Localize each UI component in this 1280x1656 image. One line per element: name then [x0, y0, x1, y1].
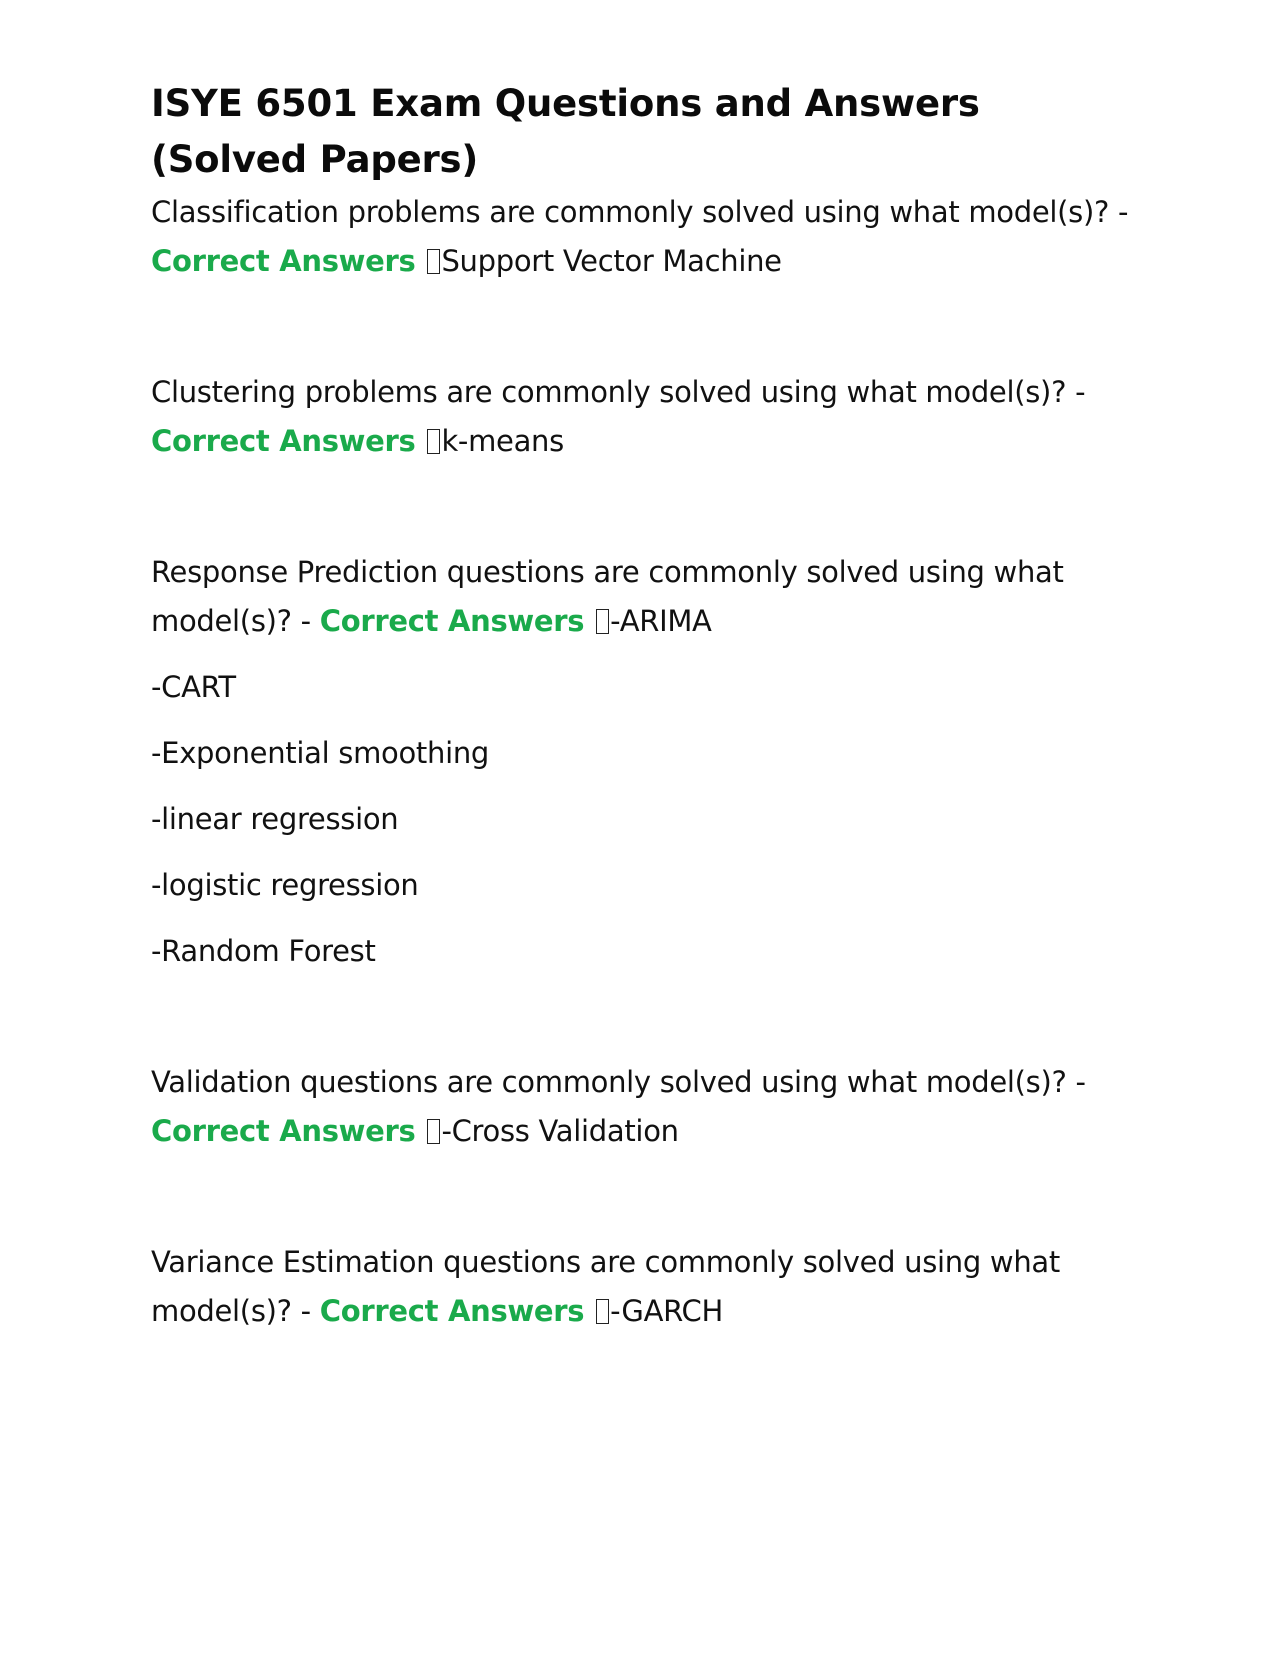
answer-list-item: -logistic regression	[151, 868, 419, 902]
qa-entry	[151, 1238, 1141, 1336]
qa-line	[151, 368, 1141, 466]
answer-text: -ARIMA	[610, 604, 712, 638]
correct-answers-label: Correct Answers	[319, 604, 585, 638]
answer-text: Support Vector Machine	[441, 244, 782, 278]
qa-line	[151, 548, 1141, 646]
question-text: Variance Estimation questions are commonly solved using what model(s)? -	[151, 1245, 1060, 1328]
correct-answers-label: Correct Answers	[151, 244, 416, 278]
correct-answers-label: Correct Answers	[151, 1114, 416, 1148]
answer-list-item: -Random Forest	[151, 934, 376, 968]
missing-glyph-icon	[427, 429, 440, 454]
qa-line	[151, 1058, 1141, 1156]
qa-entry	[151, 548, 1141, 976]
qa-entry	[151, 368, 1141, 466]
question-text: Clustering problems are commonly solved using what model(s)? -	[151, 375, 1086, 409]
qa-line	[151, 1238, 1141, 1336]
document-page	[151, 76, 1141, 1336]
qa-entry	[151, 1058, 1141, 1156]
missing-glyph-icon	[427, 249, 440, 274]
document-title: ISYE 6501 Exam Questions and Answers (Solved Papers)	[151, 82, 980, 181]
answer-text: -Cross Validation	[441, 1114, 679, 1148]
correct-answers-label: Correct Answers	[319, 1294, 585, 1328]
question-text: Response Prediction questions are commonly solved using what model(s)? -	[151, 555, 1064, 638]
missing-glyph-icon	[427, 1119, 440, 1144]
answer-list-item: -Exponential smoothing	[151, 736, 490, 770]
question-text: Classification problems are commonly solved using what model(s)? -	[151, 195, 1129, 229]
correct-answers-label: Correct Answers	[151, 424, 416, 458]
question-text: Validation questions are commonly solved using what model(s)? -	[151, 1065, 1086, 1099]
missing-glyph-icon	[596, 1299, 609, 1324]
answer-list-item: -CART	[151, 670, 236, 704]
missing-glyph-icon	[596, 609, 609, 634]
answer-list-item: -linear regression	[151, 802, 399, 836]
qa-entry	[151, 188, 1141, 286]
answer-text: -GARCH	[610, 1294, 723, 1328]
answer-text: k-means	[441, 424, 564, 458]
qa-line	[151, 188, 1141, 286]
